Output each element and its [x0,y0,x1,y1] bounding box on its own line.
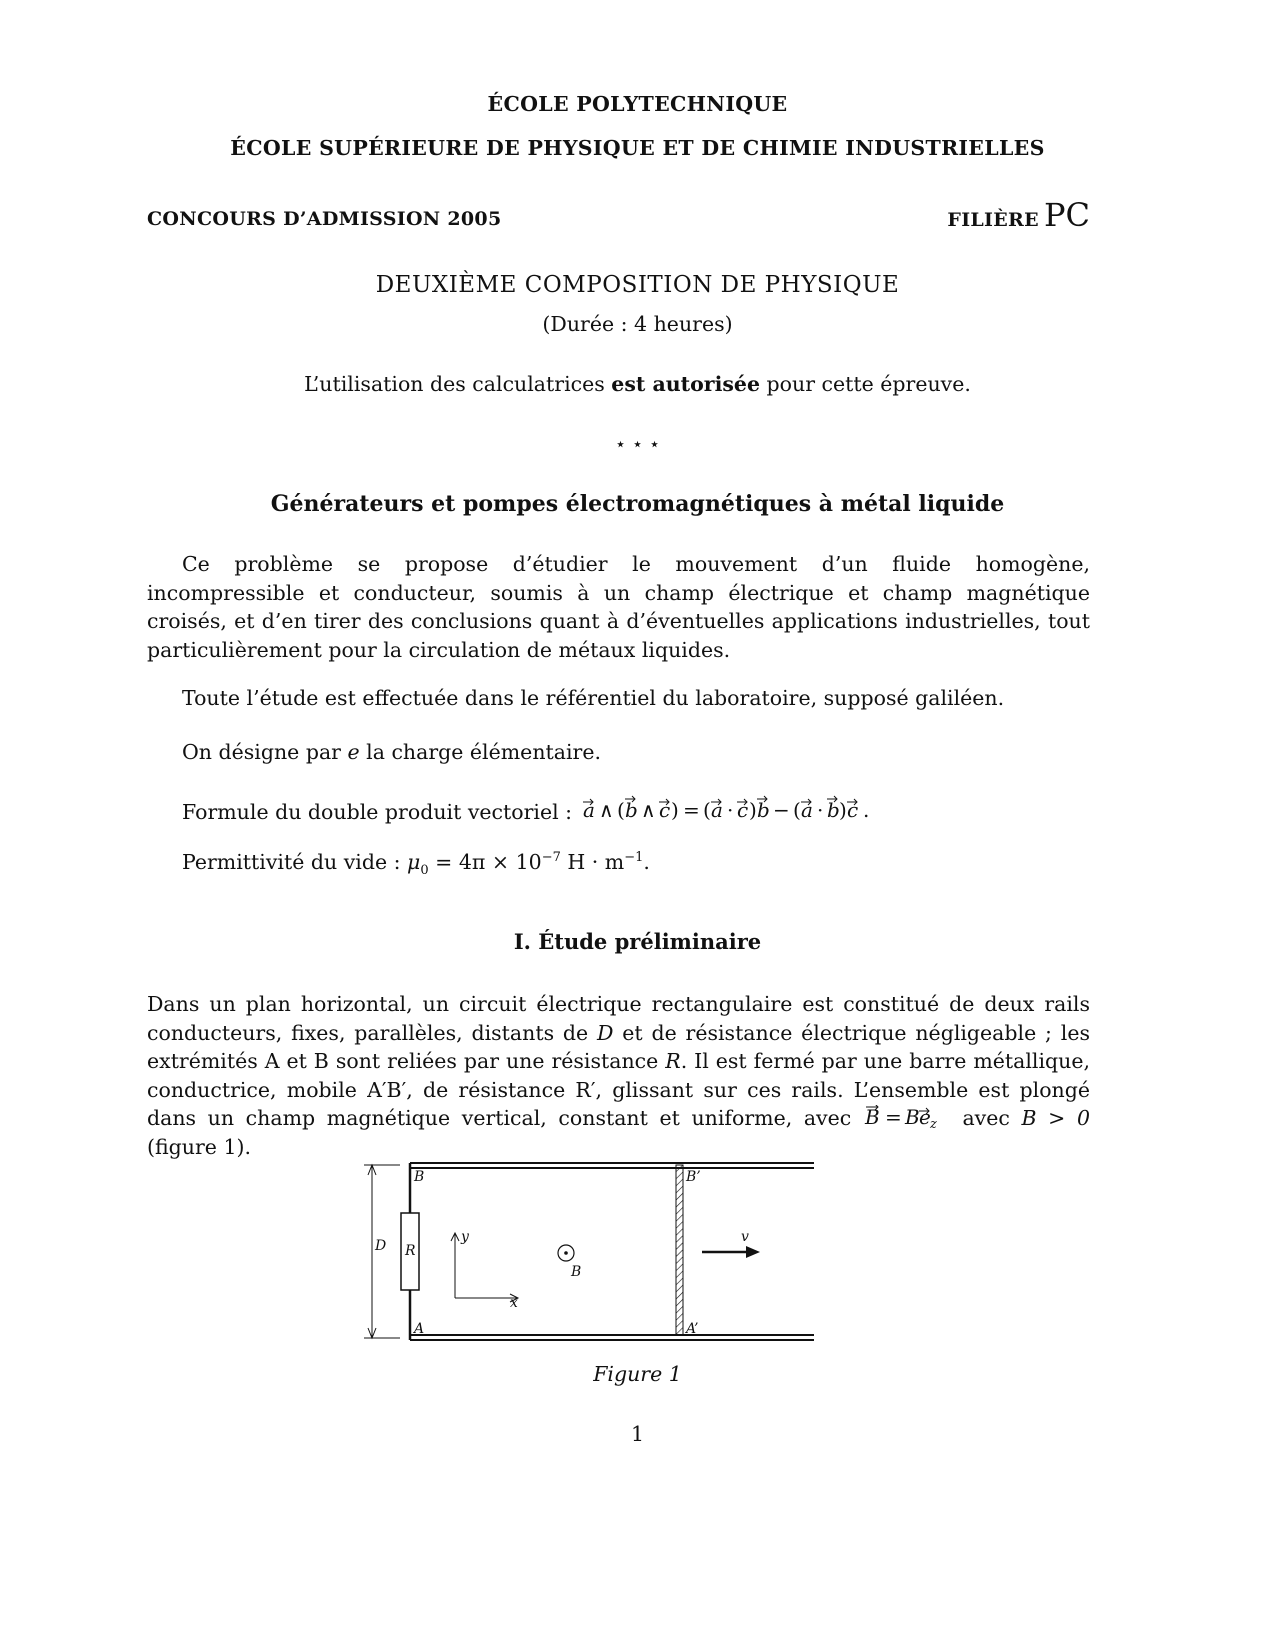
vector-formula-line [182,795,899,827]
label-A-prime: A’ [686,1321,699,1337]
school-name-1: ÉCOLE POLYTECHNIQUE [487,92,788,116]
svg-text:·: · [726,798,733,822]
svg-text:c: c [736,798,748,822]
svg-text:(: ( [702,798,711,822]
svg-text:−: − [772,798,790,822]
school-name-2: ÉCOLE SUPÉRIEURE DE PHYSIQUE ET DE CHIMIE INDUSTRIELLES [230,136,1045,160]
svg-text:B: B [864,1105,880,1129]
svg-text:): ) [748,798,757,822]
permittivity-value: = 4π × 10 [428,850,542,874]
vector-formula-label: Formule du double produit vectoriel : [182,800,573,824]
figure-caption: Figure 1 [593,1362,682,1386]
svg-text:·: · [816,798,823,822]
section-text-d: avec [950,1106,1022,1130]
bottom-rail [410,1335,814,1340]
filiere [947,196,1090,234]
concours-label: CONCOURS D’ADMISSION 2005 [147,208,502,230]
label-y: y [461,1229,469,1245]
page-number: 1 [630,1422,645,1446]
permittivity-unit-exponent: −1 [624,850,644,866]
calc-text-bold: est autorisée [611,372,761,396]
var-D: D [597,1020,614,1045]
label-field-B: B [571,1264,582,1280]
charge-text-after: la charge élémentaire. [359,740,601,764]
svg-text:a: a [800,798,813,822]
permittivity-end: . [643,850,650,874]
section-text-e: (figure 1). [147,1134,252,1159]
permittivity-unit: H · m [560,850,625,874]
frame-statement: Toute l’étude est effectuée dans le référentiel du laboratoire, supposé galiléen. [182,686,1005,710]
svg-text:∧: ∧ [598,798,614,822]
svg-text:b: b [624,798,638,822]
svg-text:=: = [682,798,700,822]
condition-B: B > 0 [1021,1106,1090,1130]
charge-text-before: On désigne par [182,740,348,764]
field-out-of-plane-icon [558,1245,574,1261]
svg-text:c: c [658,798,670,822]
svg-text:a: a [710,798,723,822]
charge-statement [182,740,601,764]
section-text-b: et de résistance électrique négligeable ; les extrémités A et B sont reliées par une résistance [147,1020,1090,1073]
svg-text:b: b [756,798,770,822]
svg-text:a: a [582,798,595,822]
label-D: D [375,1238,387,1254]
figure-1-diagram [360,1155,830,1360]
charge-variable: e [347,740,360,764]
top-rail [410,1163,814,1168]
filiere-label: FILIÈRE [947,209,1039,231]
duration: (Durée : 4 heures) [542,312,733,336]
label-v: v [741,1229,749,1245]
label-B-prime: B’ [686,1169,701,1185]
separator-stars: ⋆ ⋆ ⋆ [614,434,661,455]
svg-text:c: c [846,798,858,822]
svg-text:.: . [862,798,869,822]
svg-text:(: ( [616,798,625,822]
calc-text-after: pour cette épreuve. [760,372,971,396]
permittivity-exponent: −7 [541,850,561,866]
permittivity-line: Permittivité du vide : $\mu_0 = 4\pi \times 10^{-7}$ $H \cdot m^{-1}$. [182,850,650,879]
section-text-c: . Il est fermé par une barre métallique, conductrice, mobile A′B′, de résistance R′, glissant sur ces rails. L’ensemble est plongé dans un champ magnétique vertical, constant et uniforme, avec [147,1049,1090,1130]
var-R: R [665,1049,681,1073]
svg-text:z: z [929,1117,937,1129]
svg-text:): ) [670,798,679,822]
section-heading: I. Étude préliminaire [513,929,762,954]
svg-text:e: e [918,1105,931,1129]
filiere-value: PC [1043,196,1090,234]
subject-title: Générateurs et pompes électromagnétiques à métal liquide [270,491,1005,517]
svg-text:(: ( [792,798,801,822]
intro-paragraph: Ce problème se propose d’étudier le mouvement d’un fluide homogène, incompressible et conducteur, soumis à un champ électrique et champ magnétique croisés, et d’en tirer des conclusions quant à d’éventuelles applications industrielles, tout particulièrement pour la circulation de métaux liquides. [147,552,1090,662]
svg-text:∧: ∧ [640,798,656,822]
calculator-notice [0,372,1275,396]
mobile-bar [676,1165,683,1335]
svg-text:=: = [884,1105,902,1129]
section-paragraph [147,990,1090,1161]
section-text-a: Dans un plan horizontal, un circuit électrique rectangulaire est constitué de deux rails conducteurs, fixes, parallèles, distants de [147,992,1090,1045]
calc-text-before: L’utilisation des calculatrices [304,372,612,396]
svg-text:B: B [904,1105,920,1129]
label-R: R [405,1243,416,1259]
velocity-arrow [702,1246,760,1258]
field-equation [863,1105,951,1129]
label-x: x [510,1295,518,1311]
composition-title: DEUXIÈME COMPOSITION DE PHYSIQUE [375,272,900,298]
mu-symbol: μ [407,850,421,874]
double-cross-product-formula [579,795,899,827]
label-B: B [414,1169,425,1185]
label-A: A [414,1321,425,1337]
permittivity-label: Permittivité du vide : [182,850,401,874]
svg-text:): ) [838,798,847,822]
svg-text:b: b [826,798,840,822]
